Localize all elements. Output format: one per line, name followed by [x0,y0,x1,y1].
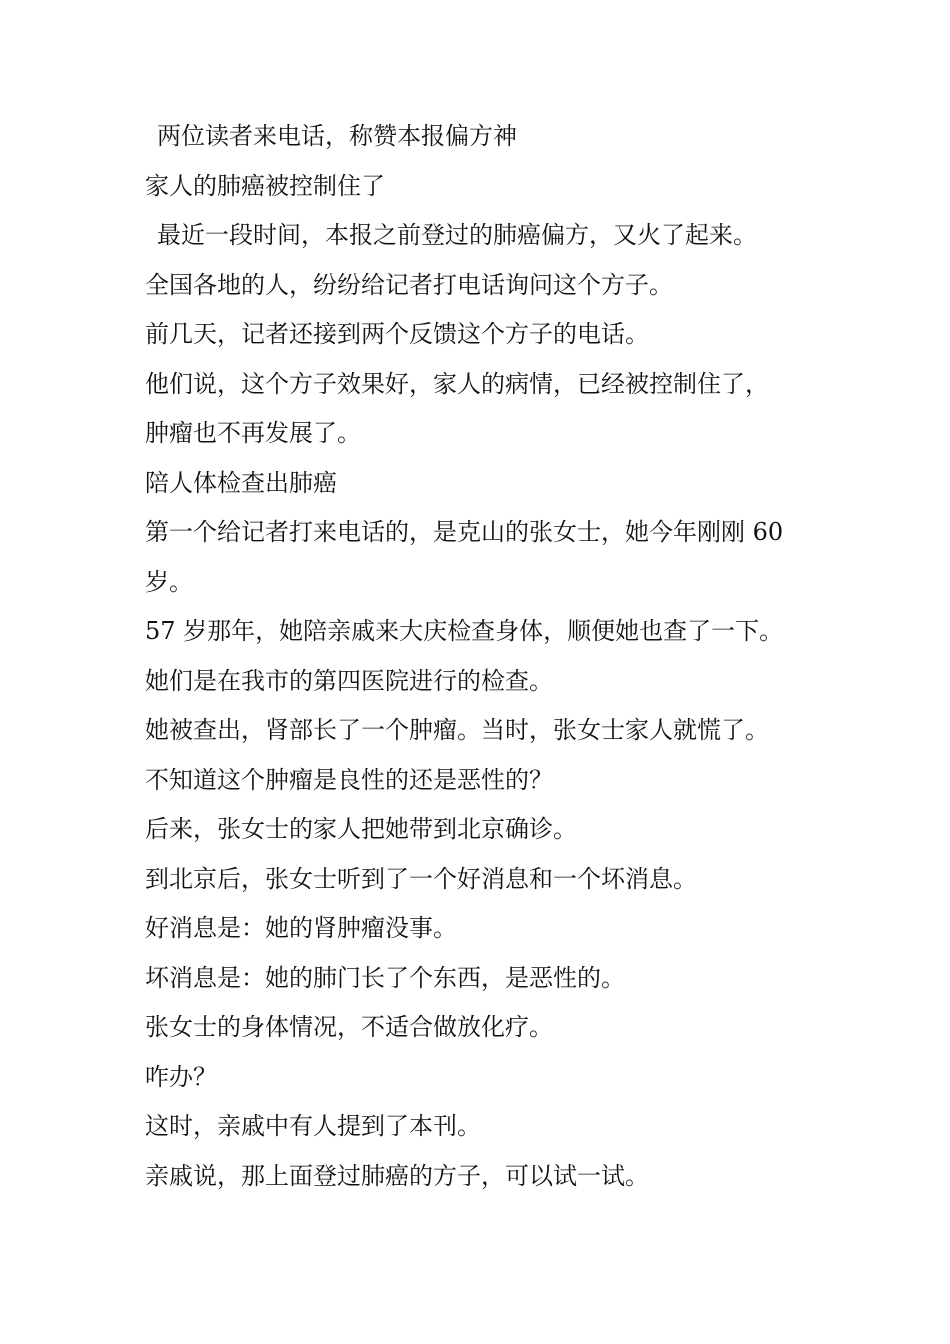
paragraph-line: 前几天，记者还接到两个反馈这个方子的电话。 [145,320,649,348]
paragraph-line: 好消息是：她的肾肿瘤没事。 [145,914,457,942]
paragraph-line: 岁。 [145,567,193,596]
article-headline: 两位读者来电话，称赞本报偏方神 [157,122,517,150]
paragraph-line: 张女士的身体情况，不适合做放化疗。 [145,1013,553,1041]
paragraph-line: 这时，亲戚中有人提到了本刊。 [145,1112,481,1140]
paragraph-line: 到北京后，张女士听到了一个好消息和一个坏消息。 [145,864,697,893]
article-body [145,112,825,1201]
paragraph-line: 咋办？ [145,1062,217,1091]
paragraph-line: 全国各地的人，纷纷给记者打电话询问这个方子。 [145,270,673,299]
paragraph-line: 肿瘤也不再发展了。 [145,419,361,447]
paragraph-line: 第一个给记者打来电话的，是克山的张女士，她今年刚刚 60 [145,518,784,546]
article-subheadline: 家人的肺癌被控制住了 [145,171,385,200]
section-heading: 陪人体检查出肺癌 [145,468,337,497]
paragraph-line: 后来，张女士的家人把她带到北京确诊。 [145,815,577,843]
paragraph-line: 他们说，这个方子效果好，家人的病情，已经被控制住了， [145,369,769,398]
paragraph-line: 她们是在我市的第四医院进行的检查。 [145,666,553,695]
paragraph-line: 坏消息是：她的肺门长了个东西，是恶性的。 [145,963,625,992]
paragraph-line: 57 岁那年，她陪亲戚来大庆检查身体，顺便她也查了一下。 [145,617,784,645]
paragraph-line: 亲戚说，那上面登过肺癌的方子，可以试一试。 [145,1161,649,1190]
paragraph-line: 最近一段时间，本报之前登过的肺癌偏方，又火了起来。 [157,221,757,249]
paragraph-line: 不知道这个肿瘤是良性的还是恶性的？ [145,765,553,794]
paragraph-line: 她被查出，肾部长了一个肿瘤。当时，张女士家人就慌了。 [145,716,769,744]
